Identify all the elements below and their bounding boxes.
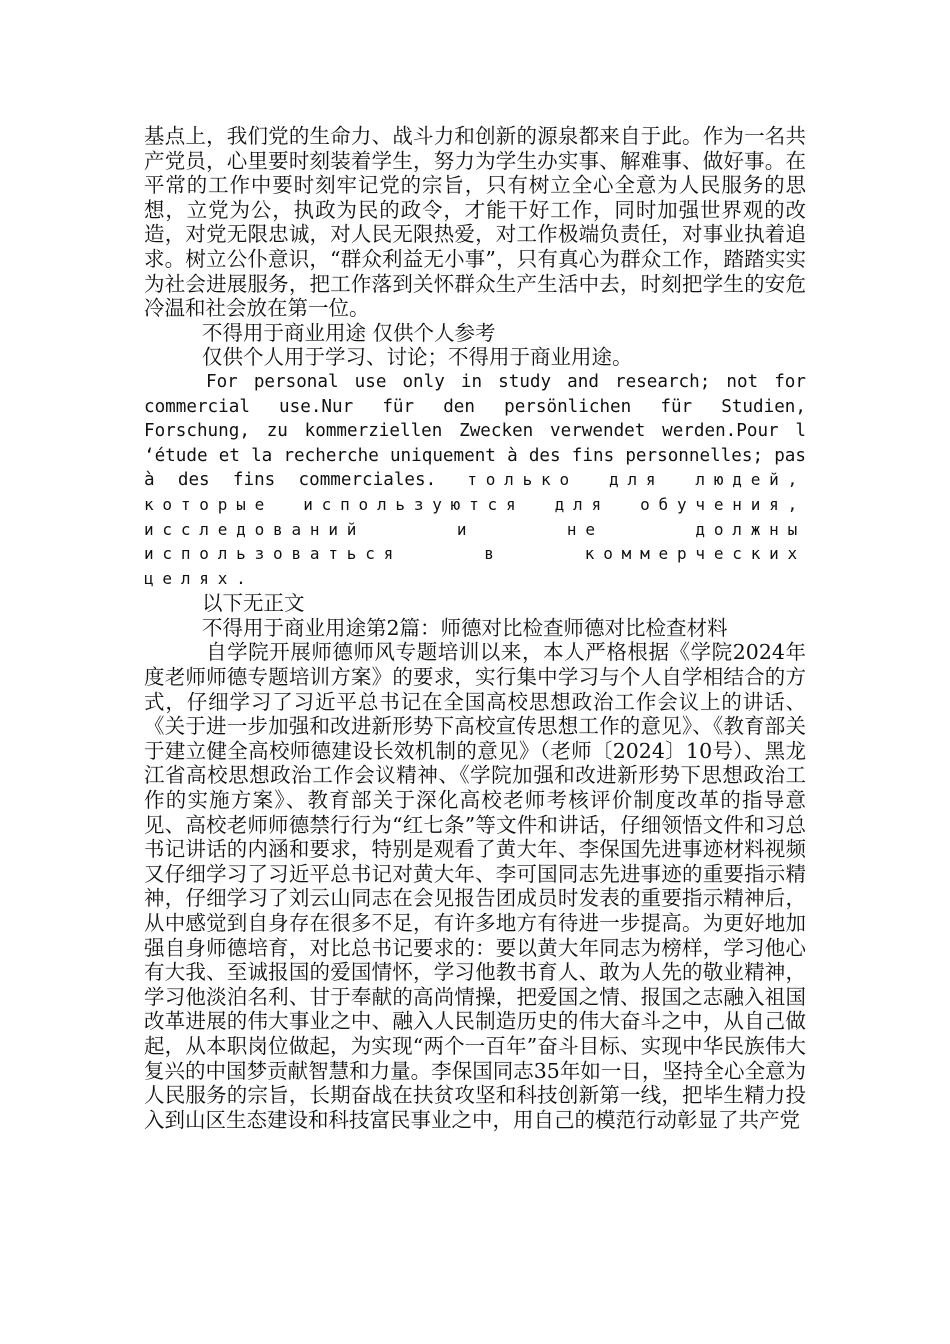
end-note: 以下无正文 [202, 591, 305, 616]
body-paragraph-1: 基点上，我们党的生命力、战斗力和创新的源泉都来自于此。作为一名共产党员，心里要时刻装着学生，努力为学生办实事、解难事、做好事。在平常的工作中要时刻牢记党的宗旨，只有树立全心全意为人民服务的思想，立党为公，执政为民的政令，才能干好工作，同时加强世界观的改造，对党无限忠诚，对人民无限热爱，对工作极端负责任，对事业执着追求。树立公仆意识，“群众利益无小事”，只有真心为群众工作，踏踏实实为社会进展服务，把工作落到关怀群众生产生活中去，时刻把学生的安危冷温和社会放在第一位。 [144, 124, 806, 321]
usage-note-1: 不得用于商业用途 仅供个人参考 [202, 320, 496, 345]
section-title: 不得用于商业用途第2篇：师德对比检查师德对比检查材料 [202, 615, 728, 640]
body-paragraph-2: 自学院开展师德师风专题培训以来，本人严格根据《学院2024年度老师师德专题培训方案》的要求，实行集中学习与个人自学相结合的方式，仔细学习了习近平总书记在全国高校思想政治工作会议上的讲话、《关于进一步加强和改进新形势下高校宣传思想工作的意见》、《教育部关于建立健全高校师德建设长效机制的意见》（老师〔2024〕10号）、黑龙江省高校思想政治工作会议精神、《学院加强和改进新形势下思想政治工作的实施方案》、教育部关于深化高校老师考核评价制度改革的指导意见、高校老师师德禁行行为“红七条”等文件和讲话，仔细领悟文件和习总书记讲话的内涵和要求，特别是观看了黄大年、李保国先进事迹材料视频又仔细学习了习近平总书记对黄大年、李可国同志先进事迹的重要指示精神，仔细学习了刘云山同志在会见报告团成员时发表的重要指示精神后，从中感觉到自身存在很多不足，有许多地方有待进一步提高。为更好地加强自身师德培育，对比总书记要求的：要以黄大年同志为榜样，学习他心有大我、至诚报国的爱国情怀，学习他教书育人、敢为人先的敬业精神，学习他淡泊名利、甘于奉献的高尚情操，把爱国之情、报国之志融入祖国改革进展的伟大事业之中、融入人民制造历史的伟大奋斗之中，从自己做起，从本职岗位做起，为实现“两个一百年”奋斗目标、实现中华民族伟大复兴的中国梦贡献智慧和力量。李保国同志35年如一日，坚持全心全意为人民服务的宗旨，长期奋战在扶贫攻坚和科技创新第一线，把毕生精力投入到山区生态建设和科技富民事业之中，用自己的模范行动彰显了共产党 [144, 640, 806, 1132]
latin-disclaimer [144, 370, 806, 591]
latin-disclaimer-text: For personal use only in study and research; not for commercial use.Nur für den persönlichen für Studien, Forschung, zu kommerziellen Zwecken verwendet werden.Pour l ‘étude et la recherche uniquement à des fins personnelles; pas à des fins commerciales. [144, 371, 806, 491]
russian-disclaimer-text: только для людей, которые используются для обучения, исследований и не должны использоваться в коммерческих целях. [144, 470, 807, 588]
document-page [144, 124, 806, 1132]
usage-note-2: 仅供个人用于学习、讨论；不得用于商业用途。 [202, 345, 633, 370]
